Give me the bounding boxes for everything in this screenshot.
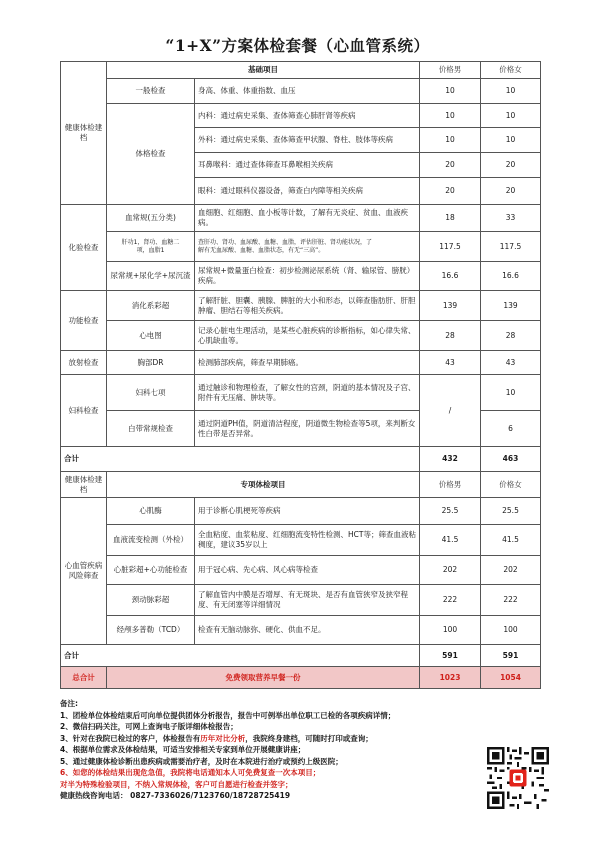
- price-female: 6: [481, 411, 541, 447]
- price-female: 16.6: [481, 262, 541, 291]
- price-female: 222: [481, 585, 541, 616]
- price-male-header: 价格男: [420, 62, 481, 79]
- item-desc: [195, 232, 420, 262]
- price-female: 100: [481, 616, 541, 645]
- table-row: [61, 205, 541, 232]
- item-name: 消化系彩超: [107, 291, 195, 321]
- gyn-group-label: 妇科检查: [61, 375, 107, 447]
- item-desc: 内科：通过病史采集、查体筛查心肺肝肾等疾病: [195, 104, 420, 128]
- item-desc: 血细胞、红细胞、血小板等计数，了解有无炎症、贫血、血液疾病。: [195, 205, 420, 232]
- qr-code-icon: [487, 747, 549, 809]
- price-male: 222: [420, 585, 481, 616]
- price-female: 25.5: [481, 498, 541, 525]
- subtotal-male: 432: [420, 447, 481, 472]
- note-3-highlight: 历年对比分析: [200, 733, 246, 743]
- item-desc: 检查有无脑动脉弥、硬化、供血不足。: [195, 616, 420, 645]
- item-name: 经颅多普勒（TCD）: [107, 616, 195, 645]
- price-male: 100: [420, 616, 481, 645]
- subtotal-female: 463: [481, 447, 541, 472]
- radiology-group-label: 放射检查: [61, 351, 107, 375]
- subtotal-female: 591: [481, 645, 541, 667]
- table-row: [61, 525, 541, 556]
- table-row: [61, 79, 541, 104]
- special-header-row: [61, 472, 541, 498]
- price-male-header: 价格男: [420, 472, 481, 498]
- item-desc: 用于诊断心肌梗死等疾病: [195, 498, 420, 525]
- item-name: [107, 232, 195, 262]
- price-female: 43: [481, 351, 541, 375]
- item-name: 心脏彩超+心功能检查: [107, 556, 195, 585]
- table-row: [61, 616, 541, 645]
- note-5: 5、通过健康体检诊断出患疾病或需要治疗者，及时在本院进行治疗或预约上级医院；: [60, 756, 343, 766]
- note-4: 4、根据单位需求及体检结果，可适当安排相关专家到单位开展健康讲座；: [60, 745, 306, 754]
- price-female-header: 价格女: [481, 472, 541, 498]
- promo-text: 免费领取营养早餐一份: [107, 667, 420, 689]
- table-row: [61, 232, 541, 262]
- item-name: 尿常规+尿化学+尿沉渣: [107, 262, 195, 291]
- basic-subtotal-row: [61, 447, 541, 472]
- function-group-label: 功能检查: [61, 291, 107, 351]
- table-row: [61, 556, 541, 585]
- item-name: 血液流变检测（外检）: [107, 525, 195, 556]
- price-female: 28: [481, 321, 541, 351]
- price-female: 20: [481, 178, 541, 205]
- price-female: 10: [481, 79, 541, 104]
- health-archive-label: 健康体检建档: [61, 62, 107, 205]
- price-male: 16.6: [420, 262, 481, 291]
- price-female: 20: [481, 153, 541, 178]
- price-male: 41.5: [420, 525, 481, 556]
- price-male: 117.5: [420, 232, 481, 262]
- table-row: [61, 104, 541, 128]
- item-name: 妇科七项: [107, 375, 195, 411]
- item-desc: 了解肝脏、胆囊、胰腺、脾脏的大小和形态，以筛查脂肪肝、肝胆肿瘤、胆结石等相关疾病。: [195, 291, 420, 321]
- price-male: 18: [420, 205, 481, 232]
- table-row: [61, 351, 541, 375]
- item-desc: 检测肺部疾病，筛查早期肺癌。: [195, 351, 420, 375]
- price-female-header: 价格女: [481, 62, 541, 79]
- price-male: 20: [420, 153, 481, 178]
- price-male: 139: [420, 291, 481, 321]
- price-male: 10: [420, 79, 481, 104]
- note-3-a: 3、针对在我院已检过的客户，体检报告有: [60, 733, 201, 743]
- price-female: 10: [481, 128, 541, 153]
- table-row: [61, 321, 541, 351]
- price-female: 41.5: [481, 525, 541, 556]
- item-desc: 用于冠心病、先心病、风心病等检查: [195, 556, 420, 585]
- grand-total-row: [61, 667, 541, 689]
- item-name: 体格检查: [107, 104, 195, 205]
- item-name: 血常规(五分类): [107, 205, 195, 232]
- item-desc: 了解血管内中膜是否增厚、有无斑块、是否有血管狭窄及狭窄程度、有无闭塞等详细情况: [195, 585, 420, 616]
- price-male: 43: [420, 351, 481, 375]
- item-desc: 尿常规+微量蛋白检查：初步检测泌尿系统（肾、输尿管、膀胱）疾病。: [195, 262, 420, 291]
- hotline: 健康热线咨询电话： 0827-7336026/7123760/18728725419: [60, 791, 291, 800]
- health-archive-label: 健康体检建档: [61, 472, 107, 498]
- price-male: 10: [420, 128, 481, 153]
- item-desc: 耳鼻喉科：通过查体筛查耳鼻喉相关疾病: [195, 153, 420, 178]
- item-name: 一般检查: [107, 79, 195, 104]
- liver-desc-line-1: 查肝功、肾功、血尿酸、血糖、血脂，评估肝脏、肾功能状况，了: [198, 238, 373, 246]
- special-section-header: 专项体检项目: [107, 472, 420, 498]
- price-male: 20: [420, 178, 481, 205]
- item-name: 颈动脉彩超: [107, 585, 195, 616]
- liver-name-line-2: 项，血脂1: [136, 246, 165, 254]
- item-desc: 记录心脏电生理活动，是某些心脏疾病的诊断指标，如心律失常、心肌缺血等。: [195, 321, 420, 351]
- item-name: 白带常规检查: [107, 411, 195, 447]
- table-row: [61, 585, 541, 616]
- notes-section: [60, 698, 480, 802]
- note-3: [60, 733, 480, 745]
- item-desc: 通过阴道PH值，阴道清洁程度，阴道微生物检查等5项，来判断女性白带是否异常。: [195, 411, 420, 447]
- item-name: 心电图: [107, 321, 195, 351]
- item-name: 胸部DR: [107, 351, 195, 375]
- notes-heading: 备注:: [60, 699, 78, 708]
- note-1: 1、团检单位体检结束后可向单位提供团体分析报告，报告中可例举出单位职工已检的各项疾病详情；: [60, 710, 396, 720]
- grand-total-male: 1023: [420, 667, 481, 689]
- basic-section-header: 基础项目: [107, 62, 420, 79]
- price-male: 28: [420, 321, 481, 351]
- note-6: 6、如您的体检结果出现危急值，我院将电话通知本人可免费复查一次本项目；: [60, 768, 321, 777]
- note-2: 2、微信扫码关注，可网上查询电子版详细体检报告；: [60, 722, 238, 731]
- item-name: 心肌酶: [107, 498, 195, 525]
- package-table: [60, 61, 541, 689]
- table-row: [61, 375, 541, 411]
- subtotal-label: 合计: [61, 447, 420, 472]
- item-desc: 通过触诊和物理检查，了解女性的宫颈，阴道的基本情况及子宫、附件有无压痛、肿块等。: [195, 375, 420, 411]
- grand-total-female: 1054: [481, 667, 541, 689]
- price-female: 33: [481, 205, 541, 232]
- special-subtotal-row: [61, 645, 541, 667]
- item-desc: 身高、体重、体重指数、血压: [195, 79, 420, 104]
- item-desc: 外科：通过病史采集、查体筛查甲状腺、脊柱、肢体等疾病: [195, 128, 420, 153]
- table-row: [61, 262, 541, 291]
- table-row: [61, 291, 541, 321]
- liver-name-line-1: 肝功1，肾功、血糖二: [121, 238, 180, 246]
- price-male: 202: [420, 556, 481, 585]
- cardio-group-label: 心血管疾病风险筛查: [61, 498, 107, 645]
- grand-total-label: 总合计: [61, 667, 107, 689]
- page-title: “1+X”方案体检套餐（心血管系统）: [165, 36, 430, 55]
- price-male: 10: [420, 104, 481, 128]
- subtotal-label: 合计: [61, 645, 420, 667]
- price-male: 25.5: [420, 498, 481, 525]
- note-7: 对半为特殊检验项目，不纳入常规体检，客户可自愿进行检查并签字；: [60, 779, 293, 789]
- note-3-c: ，我院终身建档，可随时打印或查询；: [245, 733, 373, 743]
- lab-group-label: 化验检查: [61, 205, 107, 291]
- liver-desc-line-2: 解有无血尿酸、血糖、血脂状态，有无“三高”。: [198, 246, 325, 254]
- price-female: 117.5: [481, 232, 541, 262]
- item-desc: 全血粘度、血浆粘度、红细胞流变特性检测、HCT等；筛查血液粘稠度，建议35岁以上: [195, 525, 420, 556]
- price-female: 10: [481, 104, 541, 128]
- basic-header-row: [61, 62, 541, 79]
- price-female: 10: [481, 375, 541, 411]
- price-male-na: /: [420, 375, 481, 447]
- subtotal-male: 591: [420, 645, 481, 667]
- price-female: 139: [481, 291, 541, 321]
- price-female: 202: [481, 556, 541, 585]
- item-desc: 眼科：通过眼科仪器设备，筛查白内障等相关疾病: [195, 178, 420, 205]
- table-row: [61, 498, 541, 525]
